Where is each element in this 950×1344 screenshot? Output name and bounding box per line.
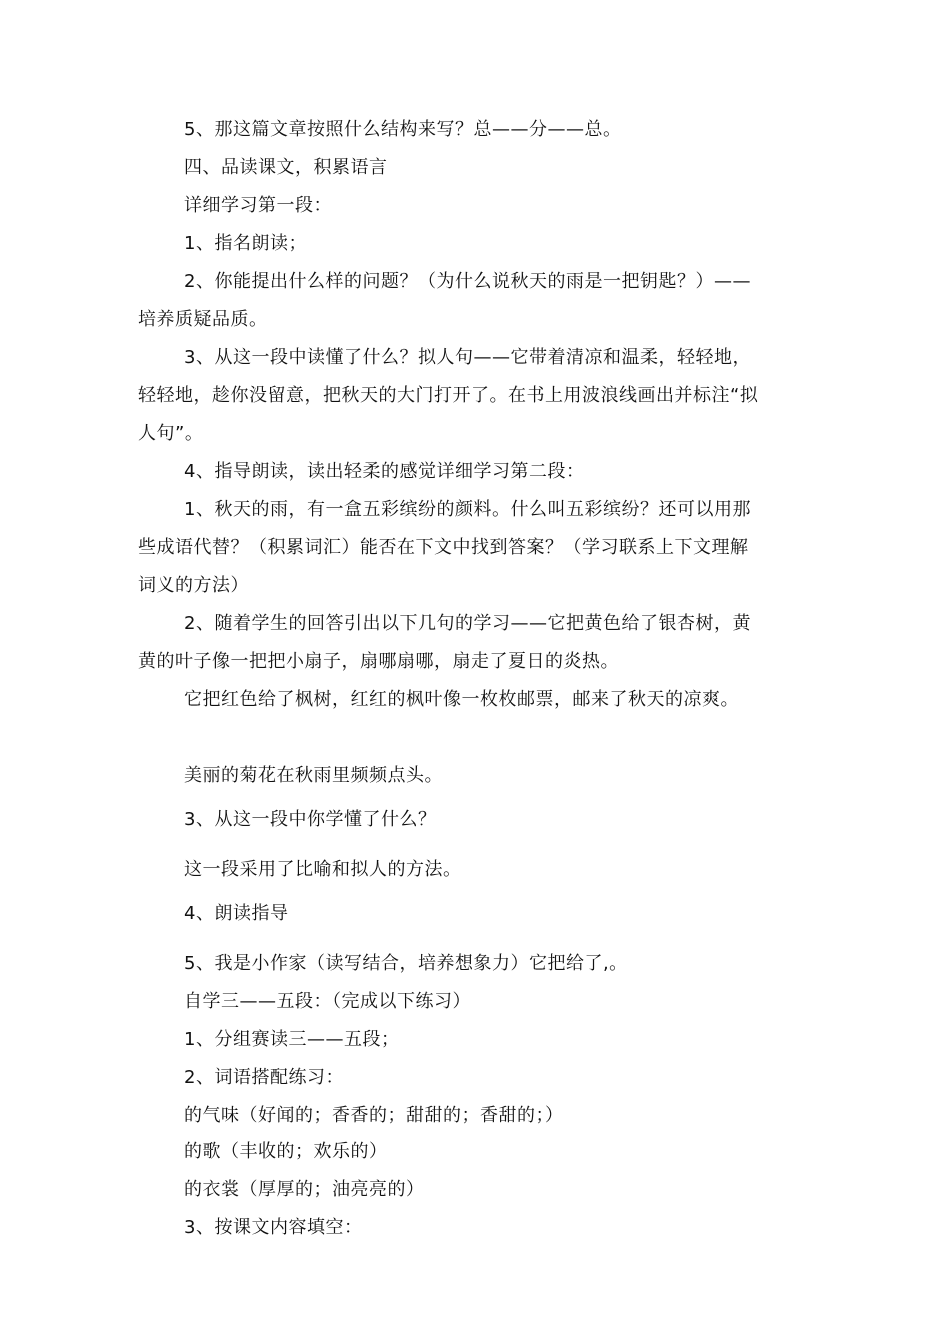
text-line: 这一段采用了比喻和拟人的方法。	[184, 859, 462, 880]
text-line: 5、那这篇文章按照什么结构来写？总——分——总。	[184, 119, 622, 140]
text-line: 它把红色给了枫树，红红的枫叶像一枚枚邮票，邮来了秋天的凉爽。	[184, 689, 739, 710]
text-line: 4、指导朗读，读出轻柔的感觉详细学习第二段：	[184, 461, 585, 482]
text-line: 详细学习第一段：	[184, 195, 332, 216]
text-line: 1、分组赛读三——五段；	[184, 1029, 400, 1050]
text-line: 5、我是小作家（读写结合，培养想象力）它把给了,。	[184, 953, 628, 974]
text-line: 培养质疑品质。	[138, 309, 268, 330]
text-line: 1、秋天的雨，有一盒五彩缤纷的颜料。什么叫五彩缤纷？还可以用那	[184, 499, 751, 520]
text-line: 人句”。	[138, 423, 204, 444]
section-heading: 四、品读课文，积累语言	[184, 157, 388, 178]
text-line: 3、按课文内容填空：	[184, 1217, 363, 1238]
text-line: 4、朗读指导	[184, 903, 289, 924]
text-line: 自学三——五段：（完成以下练习）	[184, 991, 471, 1012]
text-line: 的歌（丰收的；欢乐的）	[184, 1141, 388, 1162]
text-line: 些成语代替？（积累词汇）能否在下文中找到答案？（学习联系上下文理解	[138, 537, 749, 558]
text-line: 词义的方法）	[138, 575, 249, 596]
text-line: 的衣裳（厚厚的；油亮亮的）	[184, 1179, 425, 1200]
text-line: 美丽的菊花在秋雨里频频点头。	[184, 765, 443, 786]
text-line: 的气味（好闻的；香香的；甜甜的；香甜的；）	[184, 1105, 564, 1126]
text-line: 轻轻地，趁你没留意，把秋天的大门打开了。在书上用波浪线画出并标注“拟	[138, 385, 759, 406]
text-line: 1、指名朗读；	[184, 233, 307, 254]
text-line: 2、随着学生的回答引出以下几句的学习——它把黄色给了银杏树，黄	[184, 613, 751, 634]
text-line: 2、你能提出什么样的问题？（为什么说秋天的雨是一把钥匙？）——	[184, 271, 751, 292]
text-line: 2、词语搭配练习：	[184, 1067, 344, 1088]
text-line: 黄的叶子像一把把小扇子，扇哪扇哪，扇走了夏日的炎热。	[138, 651, 619, 672]
text-line: 3、从这一段中你学懂了什么？	[184, 809, 437, 830]
text-line: 3、从这一段中读懂了什么？拟人句——它带着清凉和温柔，轻轻地，	[184, 347, 751, 368]
